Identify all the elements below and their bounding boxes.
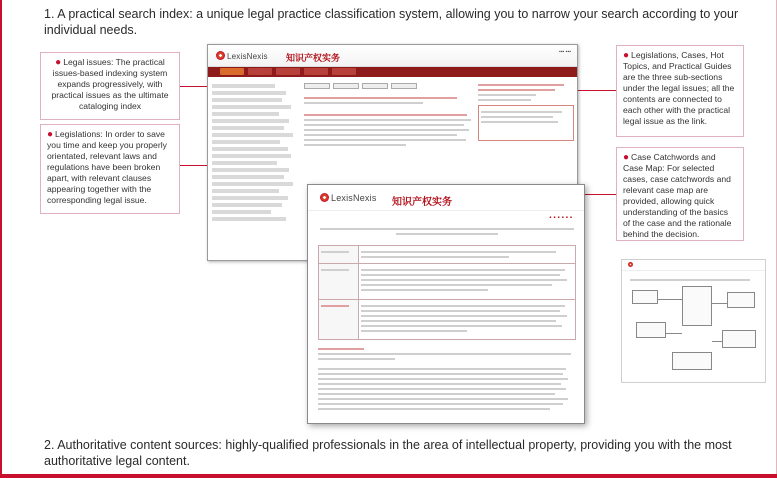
callout-legislations <box>40 124 180 214</box>
callout-case-map <box>616 147 744 241</box>
bottom-border <box>0 474 777 478</box>
case-map-node <box>672 352 712 370</box>
screenshot-case-detail <box>307 184 585 424</box>
case-map-node <box>682 286 712 326</box>
product-title: 知识产权实务 <box>392 197 452 208</box>
leader-line-legal-issues <box>180 86 210 87</box>
case-map-node <box>722 330 756 348</box>
legal-issue-tree <box>212 81 302 256</box>
bullet-dot-icon: ● <box>623 50 630 61</box>
case-header <box>308 185 584 211</box>
top-links: ▪▪▪ ▪▪▪ <box>558 49 571 55</box>
sub-section-buttons <box>304 83 474 89</box>
bullet-dot-icon: ● <box>623 152 630 163</box>
screenshot-case-map <box>621 259 766 383</box>
product-title: 知识产权实务 <box>286 53 341 63</box>
leader-line-case-map <box>580 194 616 195</box>
case-info-table <box>318 245 576 340</box>
case-map-node <box>636 322 666 338</box>
heading-authoritative-sources: 2. Authoritative content sources: highly-qualified professionals in the area of intellectual property, providing you with the most authoritative legal content. <box>44 438 732 468</box>
lexisnexis-logo-icon <box>628 262 635 268</box>
lexisnexis-logo-icon <box>320 193 377 203</box>
lexisnexis-logo-icon <box>216 51 268 61</box>
heading-practical-search-index: 1. A practical search index: a unique legal practice classification system, allowing you to narrow your search according to your individual needs. <box>44 7 739 37</box>
bullet-dot-icon: ● <box>47 129 54 140</box>
callout-subsections <box>616 45 744 137</box>
callout-subsections-text: Legislations, Cases, Hot Topics, and Practical Guides are the three sub-sections under the legal issues; all the contents are connected to each other with the practical legal issue as the link. <box>623 50 735 126</box>
brand-name: LexisNexis <box>331 193 377 203</box>
related-content-box <box>478 105 574 141</box>
leader-line-legislations <box>180 165 210 166</box>
callout-legal-issues <box>40 52 180 120</box>
case-body-text <box>318 345 576 413</box>
nav-tab[interactable] <box>220 68 244 75</box>
sub-section-button[interactable] <box>333 83 359 89</box>
callout-legislations-text: Legislations: In order to save you time and keep you properly orientated, relevant laws and regulations have been broken apart, with relevant clauses appearing together with the corresponding legal issue. <box>47 129 167 205</box>
nav-bar <box>208 67 577 77</box>
toolbar-icons[interactable]: ▪▪▪▪▪▪ <box>549 215 574 221</box>
screenshot-header <box>208 45 577 67</box>
sub-section-button[interactable] <box>362 83 388 89</box>
bullet-dot-icon: ● <box>55 57 62 68</box>
case-title <box>320 225 574 238</box>
sub-section-button[interactable] <box>304 83 330 89</box>
brand-name: LexisNexis <box>227 52 268 61</box>
nav-tab[interactable] <box>248 68 272 75</box>
case-map-header <box>622 260 765 271</box>
callout-legal-issues-text: Legal issues: The practical issues-based indexing system expands progressively, with practical issues as the ultimate cataloging index <box>51 57 169 111</box>
case-map-node <box>727 292 755 308</box>
nav-tab[interactable] <box>304 68 328 75</box>
callout-case-map-text: Case Catchwords and Case Map: For selected cases, case catchwords and relevant case map are provided, allowing quick understanding of the basics of the case and the rationale behind the decision. <box>623 152 732 239</box>
nav-tab[interactable] <box>332 68 356 75</box>
sub-section-button[interactable] <box>391 83 417 89</box>
nav-tab[interactable] <box>276 68 300 75</box>
case-map-node <box>632 290 658 304</box>
